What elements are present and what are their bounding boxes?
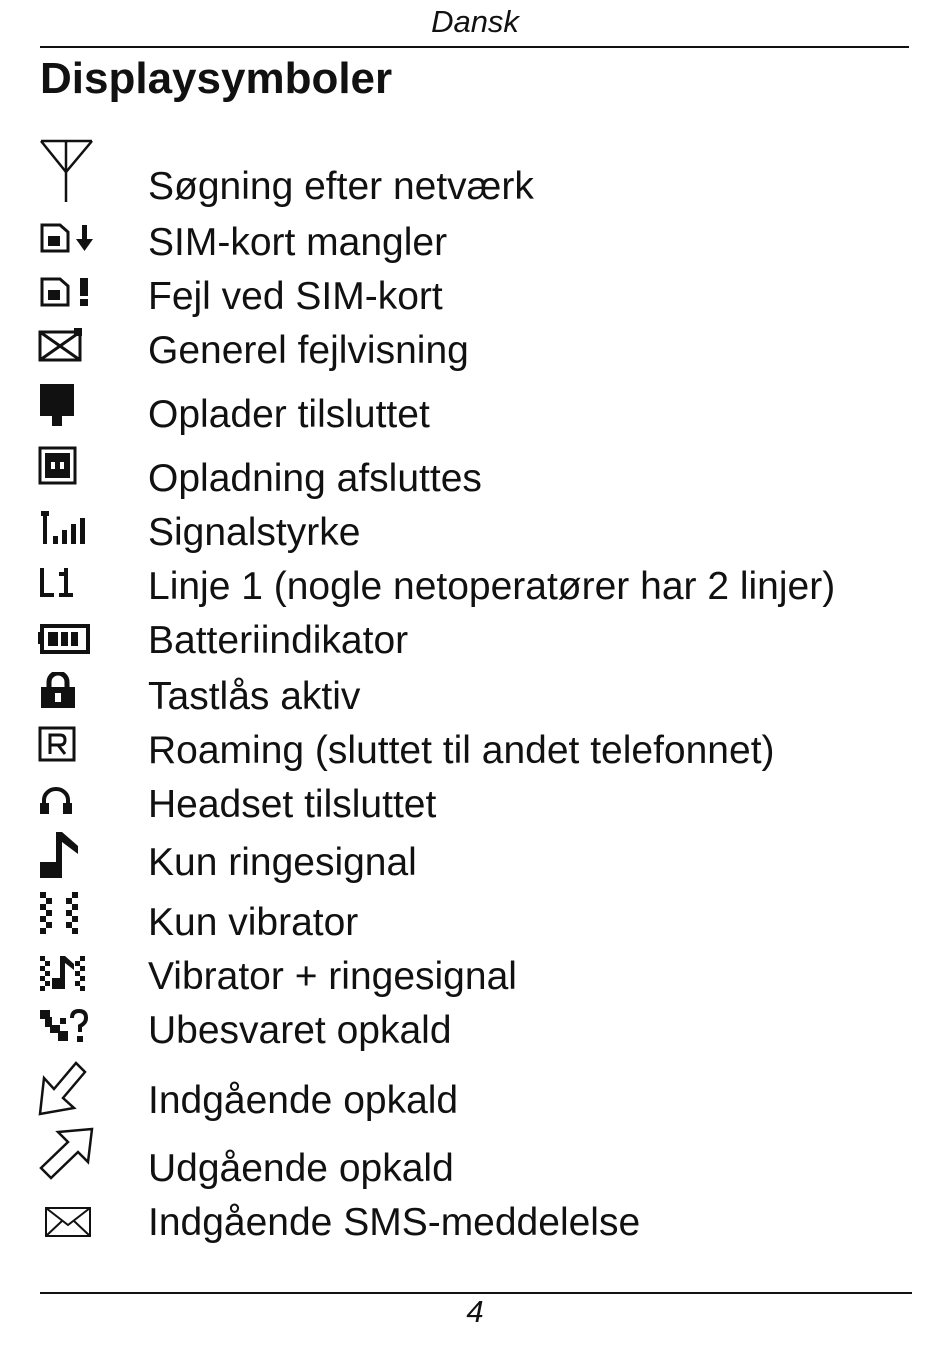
symbol-label: Indgående SMS-meddelelse [148, 1201, 641, 1244]
symbol-label: Headset tilsluttet [148, 783, 437, 826]
symbol-label: Generel fejlvisning [148, 329, 469, 372]
symbol-label: Fejl ved SIM-kort [148, 275, 443, 318]
page-number: 4 [466, 1294, 484, 1329]
sim-error-icon [38, 276, 98, 308]
sms-envelope-icon [38, 1204, 94, 1240]
roaming-icon [38, 726, 78, 764]
sim-missing-icon [38, 222, 98, 254]
symbol-label: Kun vibrator [148, 901, 359, 944]
keylock-icon [38, 672, 78, 710]
ring-only-icon [38, 830, 82, 880]
symbol-label: Oplader tilsluttet [148, 393, 430, 436]
header-divider [40, 46, 909, 48]
headset-icon [38, 786, 74, 818]
symbol-label: Opladning afsluttes [148, 457, 482, 500]
missed-call-icon [38, 1008, 88, 1046]
general-error-icon [38, 328, 84, 364]
symbol-label: Roaming (sluttet til andet telefonnet) [148, 729, 775, 772]
charger-connected-icon [38, 382, 78, 428]
symbol-label: Linje 1 (nogle netoperatører har 2 linjer) [148, 565, 836, 608]
page-title: Displaysymboler [40, 54, 393, 103]
symbol-label: Indgående opkald [148, 1079, 459, 1122]
incoming-call-icon [38, 1058, 88, 1118]
symbol-label: Søgning efter netværk [148, 165, 534, 208]
symbol-label: Udgående opkald [148, 1147, 454, 1190]
vibrate-ring-icon [38, 954, 88, 992]
symbol-label: Tastlås aktiv [148, 675, 361, 718]
symbol-label: SIM-kort mangler [148, 221, 448, 264]
symbol-label: Kun ringesignal [148, 841, 417, 884]
charging-complete-icon [38, 446, 78, 486]
symbol-label: Signalstyrke [148, 511, 361, 554]
signal-strength-icon [38, 510, 86, 546]
symbol-label: Vibrator + ringesignal [148, 955, 517, 998]
outgoing-call-icon [38, 1126, 96, 1182]
symbol-label: Ubesvaret opkald [148, 1009, 452, 1052]
antenna-icon [38, 138, 96, 204]
battery-icon [38, 624, 92, 654]
line-1-icon [38, 566, 78, 600]
symbol-label: Batteriindikator [148, 619, 409, 662]
page-header-language: Dansk [431, 4, 519, 39]
vibrate-only-icon [38, 890, 82, 938]
